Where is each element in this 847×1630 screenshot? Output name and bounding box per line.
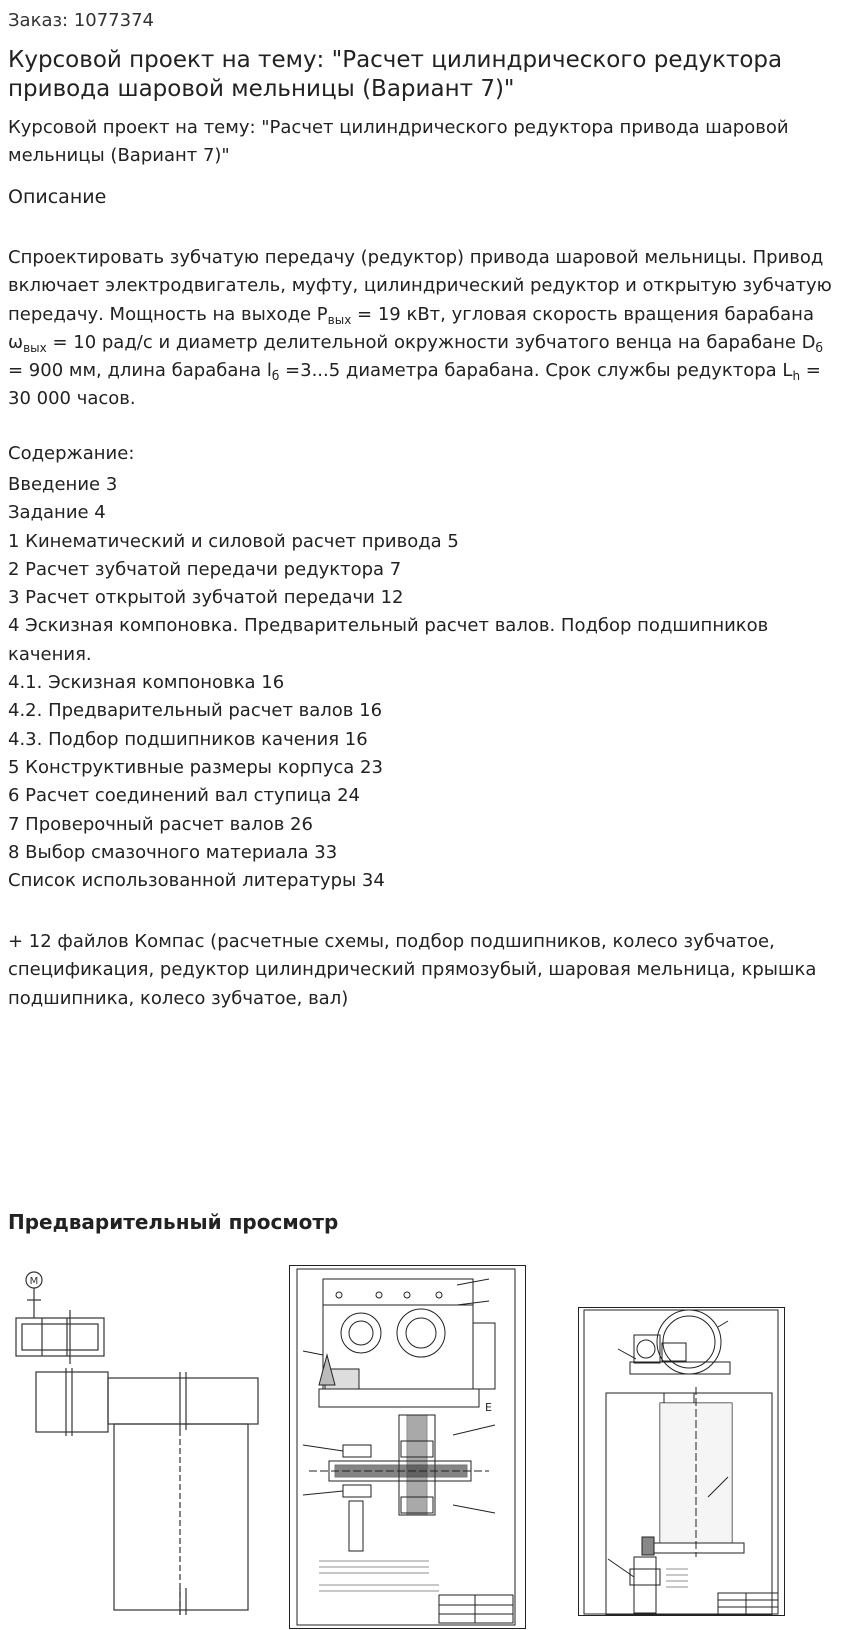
contents-item: 4.2. Предварительный расчет валов 16 bbox=[8, 700, 383, 722]
contents-item: 2 Расчет зубчатой передачи редуктора 7 bbox=[8, 558, 402, 580]
contents-list bbox=[8, 471, 838, 895]
description-text: Спроектировать зубчатую передачу (редуктор) привода шаровой мельницы. Привод включает электродвигатель, муфту, цилиндрический редуктор и открытую зубчатую передачу. Мощность на выходе $P_{вых} = 19$ кВт, угловая скорость вращения барабана $\omega_{вых} = 10$ рад/с и диаметр делительной окружности зубчатого венца на барабане $D_б = 900$ мм, длина барабана $l_б =3...5$ диаметра барабана. Срок службы редуктора $L_h = 30$ 000 часов. bbox=[8, 247, 832, 410]
contents-item: 1 Кинематический и силовой расчет привода 5 bbox=[8, 530, 459, 552]
preview-kinematic-scheme[interactable] bbox=[12, 1270, 272, 1615]
preview-ball-mill-drawing[interactable] bbox=[578, 1307, 788, 1617]
page-title: Курсовой проект на тему: "Расчет цилиндрического редуктора привода шаровой мельницы (Вариант 7)" bbox=[8, 47, 783, 102]
contents-item: 5 Конструктивные размеры корпуса 23 bbox=[8, 756, 383, 778]
contents-item: Введение 3 bbox=[8, 474, 118, 495]
description-heading: Описание bbox=[8, 186, 107, 208]
contents-item: 4.1. Эскизная компоновка 16 bbox=[8, 672, 285, 694]
contents-item: 4 Эскизная компоновка. Предварительный расчет валов. Подбор подшипников качения. bbox=[8, 615, 769, 665]
contents-heading: Содержание: bbox=[8, 443, 135, 464]
drawing-label: E bbox=[485, 1401, 492, 1414]
motor-label: M bbox=[29, 1276, 39, 1287]
page-subtitle: Курсовой проект на тему: "Расчет цилиндрического редуктора привода шаровой мельницы (Вариант 7)" bbox=[8, 117, 789, 166]
preview-heading: Предварительный просмотр bbox=[8, 1210, 339, 1234]
contents-item: 3 Расчет открытой зубчатой передачи 12 bbox=[8, 587, 404, 609]
contents-item: Задание 4 bbox=[8, 502, 106, 524]
contents-item: 4.3. Подбор подшипников качения 16 bbox=[8, 728, 368, 750]
order-number: Заказ: 1077374 bbox=[8, 10, 154, 31]
contents-item: Список использованной литературы 34 bbox=[8, 870, 385, 892]
files-note: + 12 файлов Компас (расчетные схемы, подбор подшипников, колесо зубчатое, спецификация, редуктор цилиндрический прямозубый, шаровая мельница, крышка подшипника, колесо зубчатое, вал) bbox=[8, 931, 817, 1009]
preview-reducer-drawing[interactable] bbox=[289, 1265, 527, 1630]
contents-item: 8 Выбор смазочного материала 33 bbox=[8, 841, 338, 863]
contents-item: 7 Проверочный расчет валов 26 bbox=[8, 813, 313, 835]
contents-item: 6 Расчет соединений вал ступица 24 bbox=[8, 785, 361, 807]
